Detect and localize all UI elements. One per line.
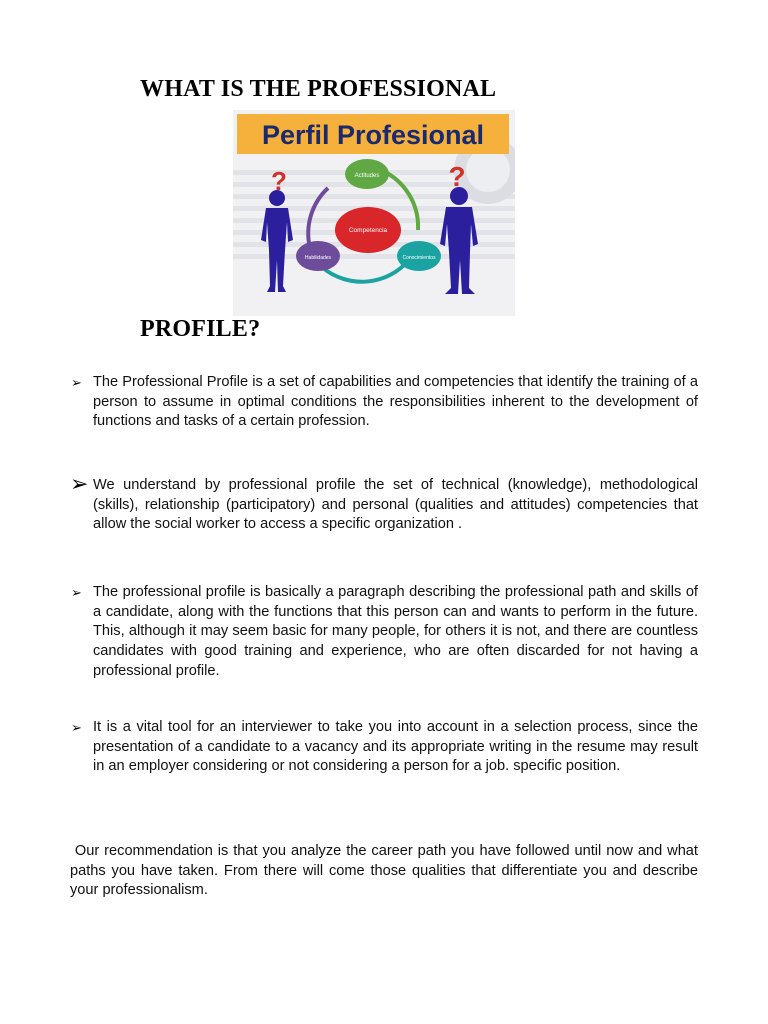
bullet-paragraph-4: It is a vital tool for an interviewer to take you into account in a selection process, since the presentation of a candidate to a vacancy and its appropriate writing in the resume may result in an employer considering or not considering a person for a job. specific position. (93, 719, 698, 775)
bullet-arrow-icon: ➢ (71, 585, 82, 600)
left-question-mark: ? (271, 166, 287, 196)
page-title-line-2: PROFILE? (140, 316, 261, 342)
bullet-paragraph-3: The professional profile is basically a paragraph describing the professional path and skills of a candidate, along with the functions that this person can and wants to perform in the future. This, although it may seem basic for many people, for others it is not, and there are countless candidates with good training and experience, who are often discarded for not having a professional profile. (93, 584, 698, 679)
svg-text:Competencia: Competencia (348, 227, 388, 234)
bullet-paragraph-2: We understand by professional profile the set of technical (knowledge), methodological (skills), relationship (participatory) and personal (qualities and attitudes) competencies that allow the social worker to access a specific organization . (93, 477, 698, 533)
right-question-mark: ? (448, 161, 466, 192)
figure-heading: Perfil Profesional (261, 120, 485, 150)
svg-text:Actitudes: Actitudes (354, 173, 380, 179)
page-title-line-1: WHAT IS THE PROFESSIONAL (140, 76, 497, 102)
bullet-arrow-icon: ➢ (71, 375, 82, 390)
professional-profile-illustration (233, 110, 515, 316)
bullet-arrow-icon: ➢ (70, 471, 89, 496)
bullet-arrow-icon: ➢ (71, 720, 82, 735)
closing-paragraph: Our recommendation is that you analyze the career path you have followed until now and what paths you have taken. From there will come those qualities that differentiate you and describe your professionalism. (70, 843, 703, 899)
svg-text:Habilidades: Habilidades (304, 255, 332, 261)
bullet-paragraph-1: The Professional Profile is a set of capabilities and competencies that identify the training of a person to assume in optimal conditions the responsibilities inherent to the development of functions and tasks of a certain profession. (93, 374, 698, 430)
svg-text:Conocimientos: Conocimientos (402, 255, 436, 261)
